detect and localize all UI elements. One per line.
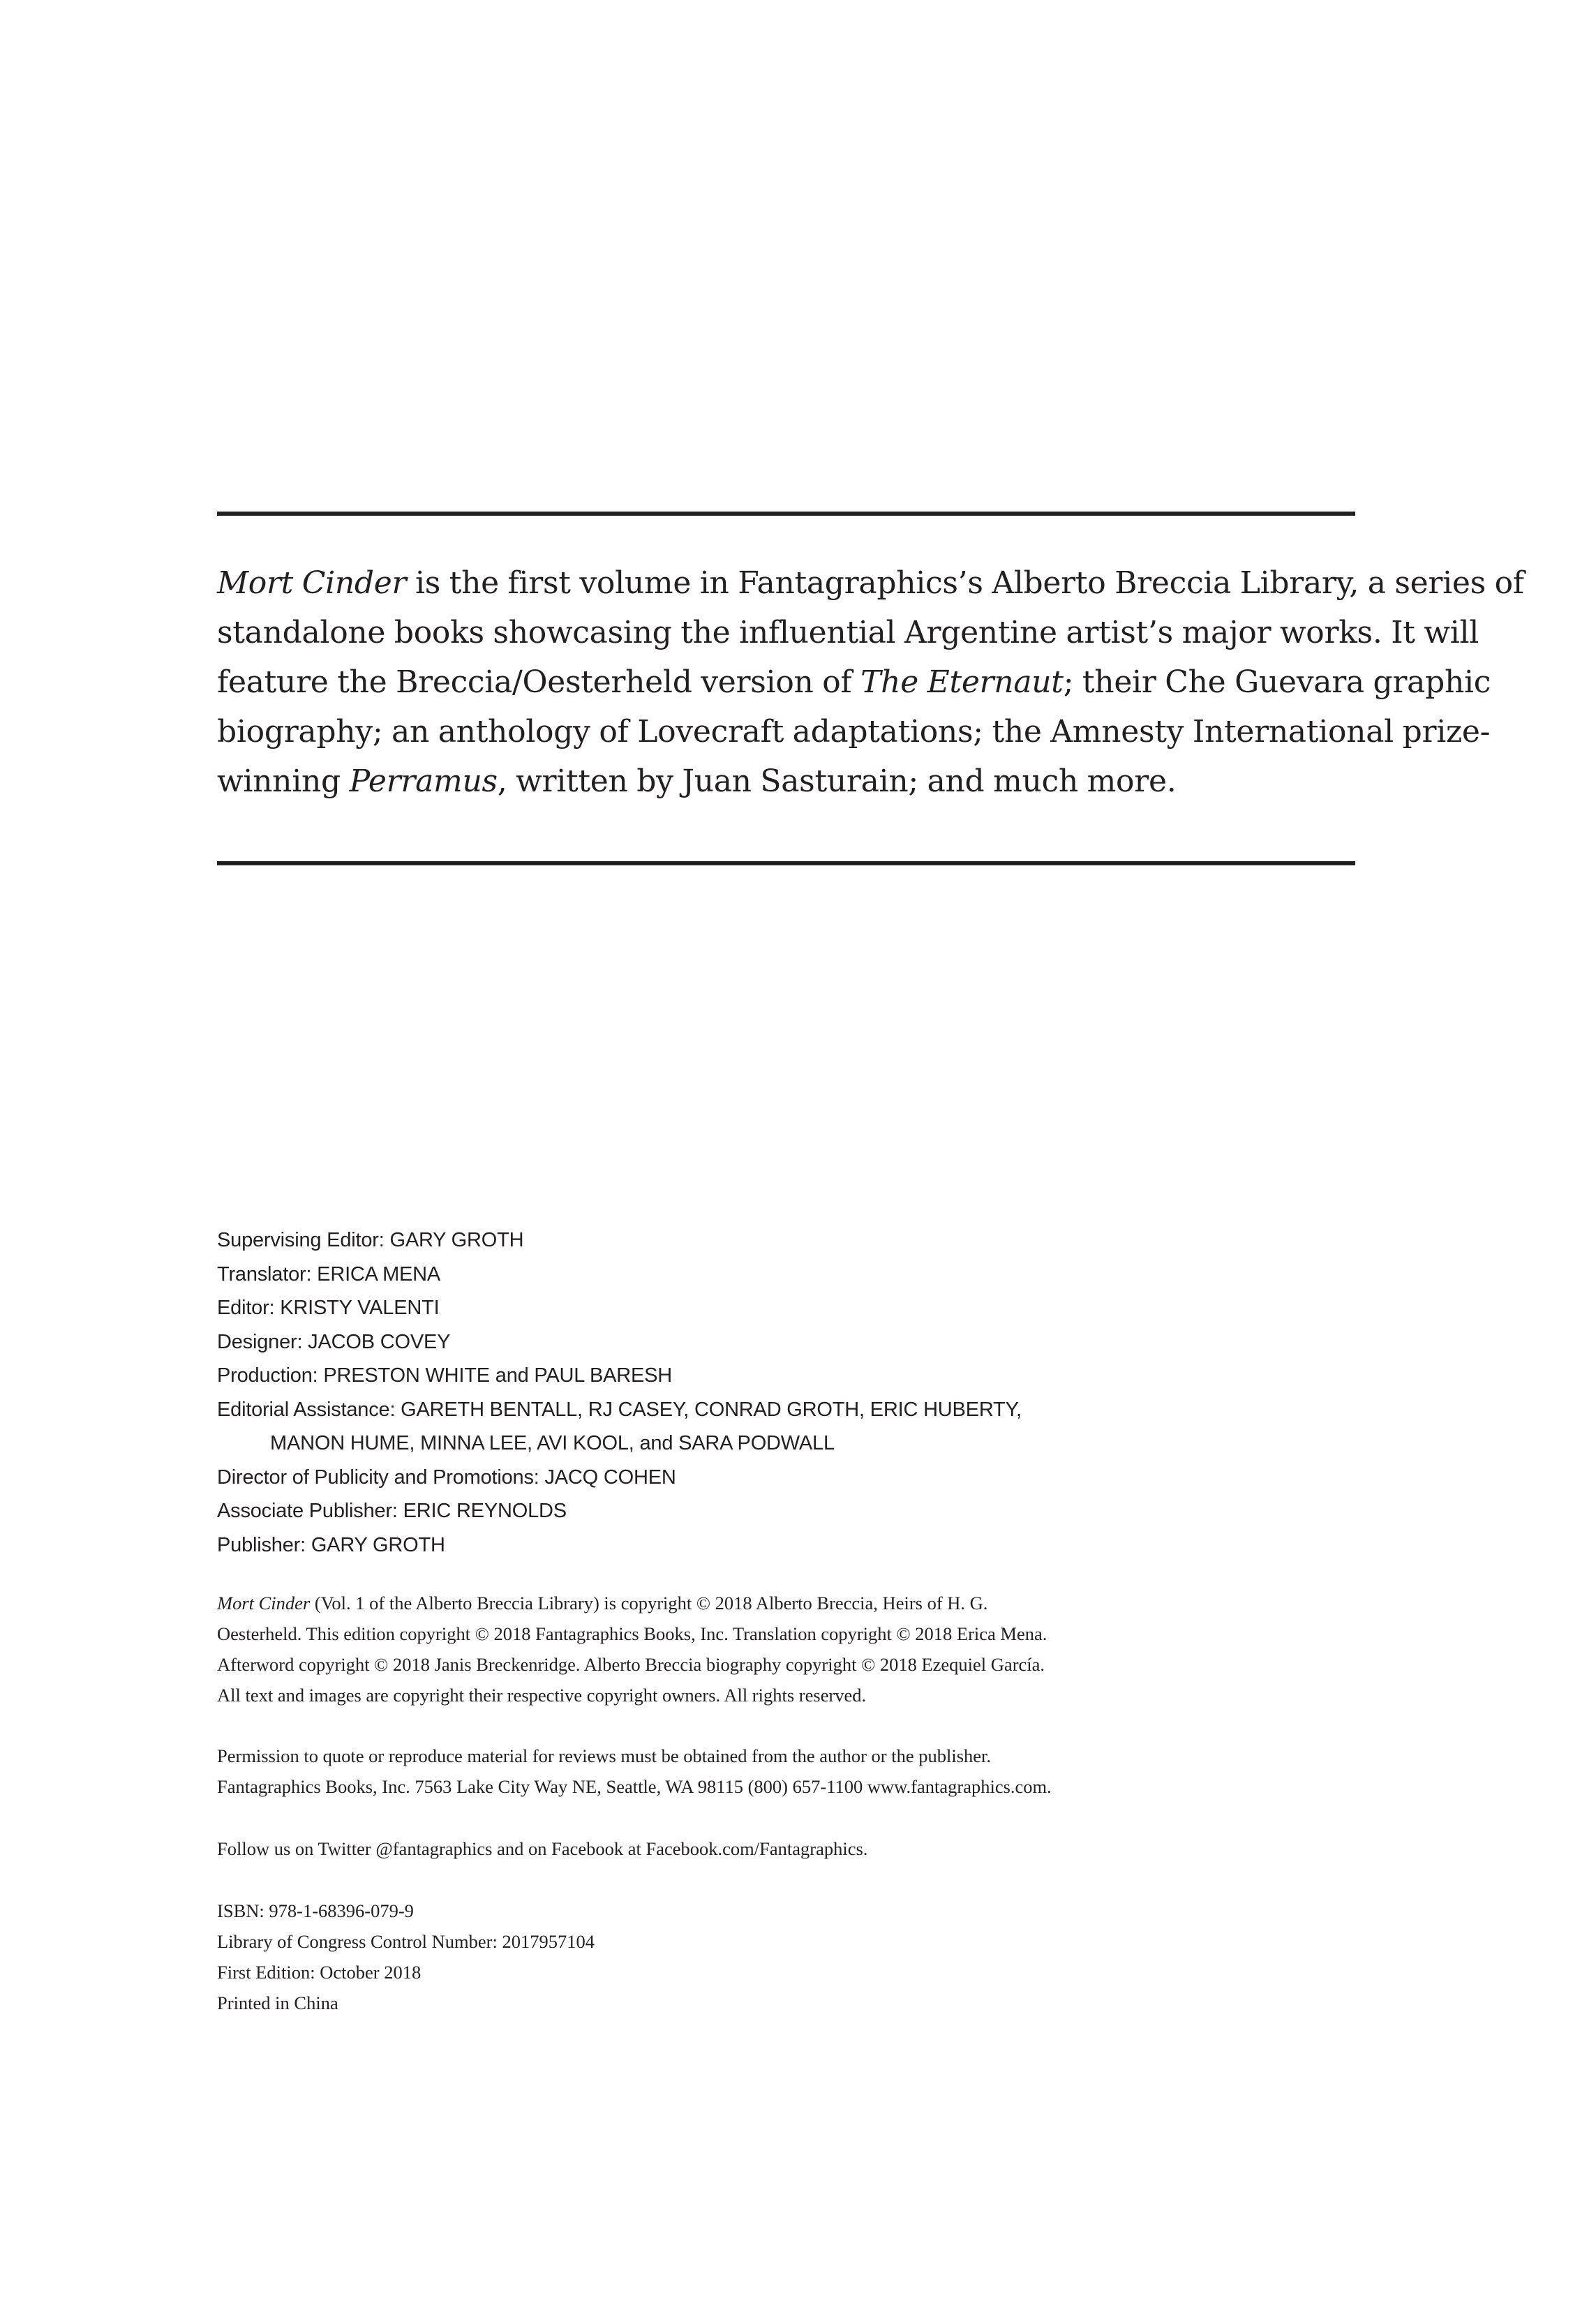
blurb-text: feature the Breccia/Oesterheld version of: [217, 664, 861, 700]
book-title: Mort Cinder: [217, 565, 407, 601]
credit-line-continued: MANON HUME, MINNA LEE, AVI KOOL, and SARA PODWALL: [270, 1432, 835, 1454]
isbn: ISBN: 978-1-68396-079-9: [217, 1900, 414, 1921]
book-title: The Eternaut: [860, 664, 1064, 700]
social-follow: [217, 1833, 1438, 1864]
publisher-address: Fantagraphics Books, Inc. 7563 Lake City Way NE, Seattle, WA 98115 (800) 657-1100 www.fantagraphics.com.: [217, 1776, 1052, 1797]
printed-in: Printed in China: [217, 1992, 338, 2013]
credit-line: Supervising Editor: GARY GROTH: [217, 1229, 524, 1251]
copyright-text: (Vol. 1 of the Alberto Breccia Library) is copyright © 2018 Alberto Breccia, Heirs of H. G.: [310, 1593, 988, 1613]
blurb-text: , written by Juan Sasturain; and much more.: [497, 763, 1177, 799]
copyright-line: [217, 1588, 1438, 1618]
permission-line: Permission to quote or reproduce material for reviews must be obtained from the author or the publisher.: [217, 1745, 992, 1766]
lccn: Library of Congress Control Number: 2017957104: [217, 1931, 595, 1952]
credit-line: Editorial Assistance: GARETH BENTALL, RJ CASEY, CONRAD GROTH, ERIC HUBERTY,: [217, 1398, 1022, 1421]
blurb-line: [217, 757, 1362, 806]
permission-notice: [217, 1741, 1438, 1802]
credit-line: Editor: KRISTY VALENTI: [217, 1297, 440, 1319]
book-title: Perramus: [349, 763, 498, 799]
edition: First Edition: October 2018: [217, 1962, 422, 1983]
bottom-rule: [217, 861, 1355, 865]
credit-line: Associate Publisher: ERIC REYNOLDS: [217, 1500, 567, 1522]
book-title: Mort Cinder: [217, 1593, 311, 1613]
blurb-line: [217, 558, 1524, 608]
copyright-line: Oesterheld. This edition copyright © 2018 Fantagraphics Books, Inc. Translation copyright © 2018 Erica Mena.: [217, 1623, 1047, 1644]
series-blurb: [217, 558, 1524, 806]
blurb-line: standalone books showcasing the influential Argentine artist’s major works. It will: [217, 615, 1479, 650]
top-rule: [217, 512, 1355, 516]
credit-line: Director of Publicity and Promotions: JACQ COHEN: [217, 1466, 676, 1489]
blurb-line: biography; an anthology of Lovecraft adaptations; the Amnesty International prize-: [217, 714, 1491, 750]
blurb-line: [217, 657, 1491, 707]
credit-line: Designer: JACOB COVEY: [217, 1330, 451, 1353]
credits-list: [217, 1223, 1403, 1562]
blurb-text: is the first volume in Fantagraphics’s Alberto Breccia Library, a series of: [406, 565, 1524, 601]
copyright-line: Afterword copyright © 2018 Janis Breckenridge. Alberto Breccia biography copyright © 2018 Ezequiel García.: [217, 1654, 1045, 1675]
blurb-text: ; their Che Guevara graphic: [1063, 664, 1491, 700]
copyright-notice: [217, 1588, 1438, 1711]
blurb-text: winning: [217, 763, 350, 799]
copyright-line: All text and images are copyright their respective copyright owners. All rights reserved.: [217, 1685, 867, 1706]
follow-line: Follow us on Twitter @fantagraphics and on Facebook at Facebook.com/Fantagraphics.: [217, 1838, 868, 1859]
credit-line: Production: PRESTON WHITE and PAUL BARESH: [217, 1364, 673, 1387]
credit-line: Publisher: GARY GROTH: [217, 1533, 445, 1556]
credit-line: Translator: ERICA MENA: [217, 1262, 441, 1285]
publication-ids: [217, 1895, 1438, 2018]
